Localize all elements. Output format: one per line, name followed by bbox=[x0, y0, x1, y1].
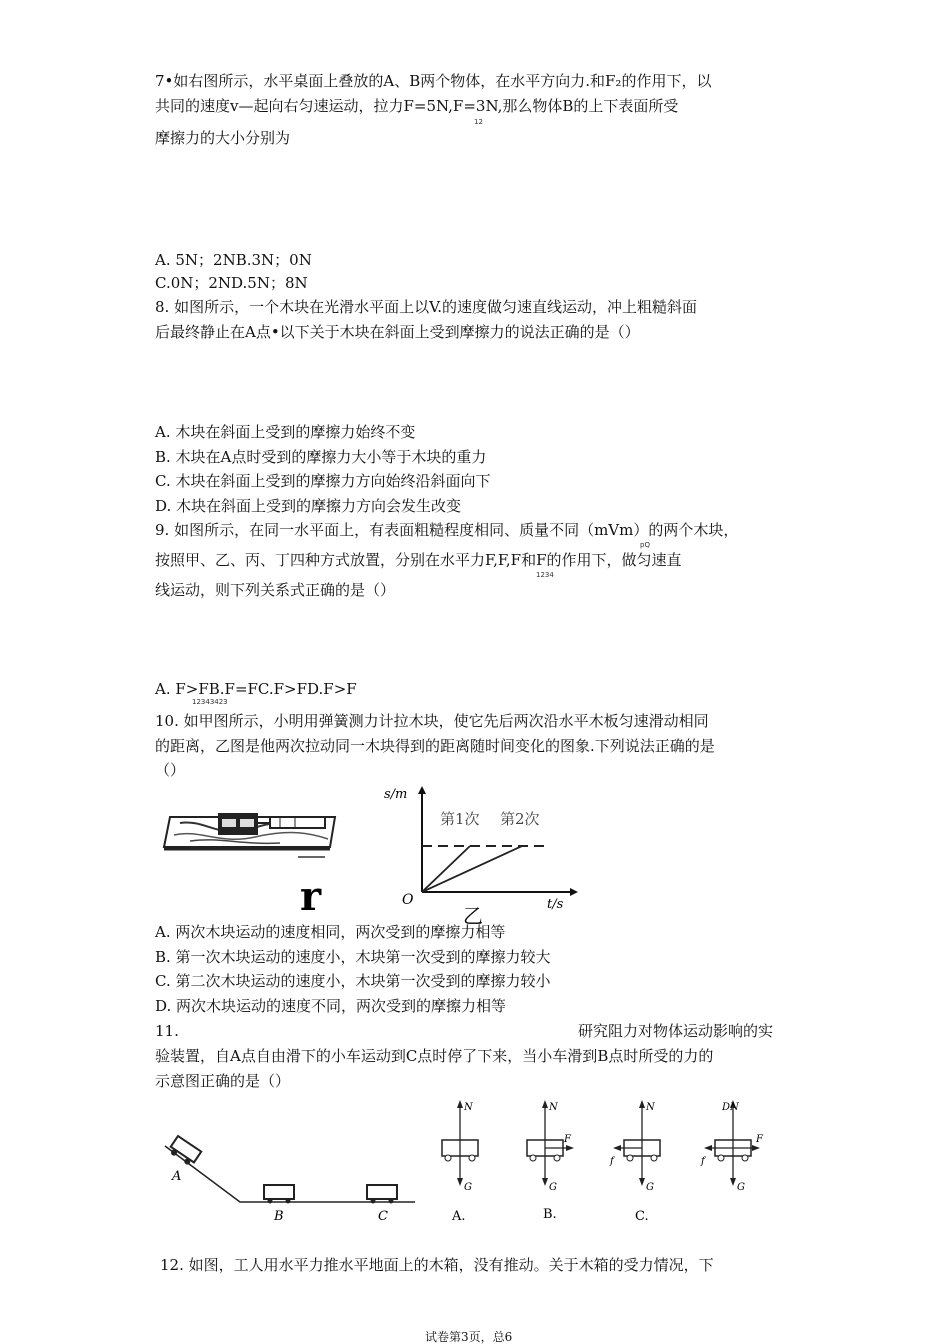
label-g-d: G bbox=[737, 1182, 745, 1193]
label-f-c: f bbox=[610, 1156, 614, 1167]
q8-line2: 后最终静止在A点•以下关于木块在斜面上受到摩擦力的说法正确的是（） bbox=[155, 323, 640, 341]
label-f-b: F bbox=[564, 1134, 571, 1145]
q9-line1: 9. 如图所示，在同一水平面上，有表面粗糙程度相同、质量不同（mVm）的两个木块， bbox=[155, 521, 739, 539]
q10-figure-graph bbox=[370, 780, 580, 925]
caption-a: A. bbox=[452, 1209, 466, 1224]
x-axis-arrow bbox=[570, 888, 578, 896]
point-b-label: B bbox=[274, 1209, 284, 1224]
q7-line2: 共同的速度v—起向右匀速运动，拉力F=5N,F=3N,那么物体B的上下表面所受 bbox=[155, 97, 679, 115]
q11-line1: 研究阻力对物体运动影响的实 bbox=[578, 1022, 774, 1040]
q8-option-a: A. 木块在斜面上受到的摩擦力始终不变 bbox=[155, 423, 416, 441]
q10-option-a: A. 两次木块运动的速度相同，两次受到的摩擦力相等 bbox=[155, 923, 506, 941]
q9-subscript-1234: 1234 bbox=[536, 571, 554, 579]
force-diagram-c bbox=[609, 1100, 660, 1224]
caption-c: C. bbox=[635, 1209, 649, 1224]
q9-line2: 按照甲、乙、丙、丁四种方式放置，分别在水平力F,F,F和F的作用下，做匀速直 bbox=[155, 551, 682, 569]
q11-line3: 示意图正确的是（） bbox=[155, 1072, 291, 1090]
run1-line bbox=[422, 846, 470, 892]
q7-options-ab: A. 5N；2NB.3N；0N bbox=[155, 251, 312, 269]
q9-line3: 线运动，则下列关系式正确的是（） bbox=[155, 581, 396, 599]
cart-at-b bbox=[264, 1185, 294, 1204]
label-n-c: N bbox=[646, 1102, 655, 1113]
label-f-d: F bbox=[756, 1134, 763, 1145]
q7-subscript: 12 bbox=[474, 118, 483, 126]
q10-option-b: B. 第一次木块运动的速度小，木块第一次受到的摩擦力较大 bbox=[155, 948, 551, 966]
run2-line bbox=[422, 846, 522, 892]
wood-block bbox=[218, 813, 258, 835]
q7-options-cd: C.0N；2ND.5N；8N bbox=[155, 274, 308, 292]
q11-number: 11. bbox=[155, 1022, 179, 1040]
label-n-a: N bbox=[464, 1102, 473, 1113]
q10-option-c: C. 第二次木块运动的速度小，木块第一次受到的摩擦力较小 bbox=[155, 972, 551, 990]
label-n-b: N bbox=[549, 1102, 558, 1113]
q8-option-b: B. 木块在A点时受到的摩擦力大小等于木块的重力 bbox=[155, 448, 487, 466]
q9-option-a: A. F>FB.F=FC.F>FD.F>F bbox=[155, 680, 357, 698]
label-g-b: G bbox=[549, 1182, 557, 1193]
q11-line2: 验装置，自A点自由滑下的小车运动到C点时停了下来，当小车滑到B点时所受的力的 bbox=[155, 1047, 714, 1065]
cart-at-c bbox=[367, 1185, 397, 1204]
run1-label: 第1次 bbox=[440, 810, 480, 828]
q11-figure-force-options bbox=[430, 1096, 790, 1228]
q10-line3: （） bbox=[155, 761, 186, 779]
label-g-c: G bbox=[646, 1182, 654, 1193]
force-diagram-b bbox=[527, 1100, 574, 1222]
q10-line1: 10. 如甲图所示，小明用弹簧测力计拉木块，使它先后两次沿水平木板匀速滑动相同 bbox=[155, 712, 709, 730]
graph-ylabel: s/m bbox=[384, 787, 408, 802]
graph-origin: O bbox=[402, 892, 414, 908]
q10-fig-mark: r bbox=[300, 873, 322, 920]
run2-label: 第2次 bbox=[500, 810, 540, 828]
q9-subscript-pq: pQ bbox=[640, 541, 650, 549]
q12-line1: 12. 如图，工人用水平力推水平地面上的木箱，没有推动。关于木箱的受力情况，下 bbox=[160, 1256, 714, 1274]
page-footer: 试卷第3页，总6 bbox=[425, 1330, 513, 1344]
cart-at-a bbox=[167, 1136, 201, 1167]
point-c-label: C bbox=[378, 1209, 388, 1224]
force-diagram-a bbox=[442, 1100, 478, 1224]
q10-line2: 的距离，乙图是他两次拉动同一木块得到的距离随时间变化的图象.下列说法正确的是 bbox=[155, 737, 715, 755]
q8-option-d: D. 木块在斜面上受到的摩擦力方向会发生改变 bbox=[155, 497, 462, 515]
q11-figure-ramp bbox=[160, 1130, 420, 1230]
q7-line3: 摩擦力的大小分别为 bbox=[155, 129, 291, 147]
graph-caption: 乙 bbox=[463, 904, 483, 925]
label-dn-d: DN bbox=[722, 1102, 739, 1113]
force-diagram-d bbox=[700, 1100, 764, 1193]
label-g-a: G bbox=[464, 1182, 472, 1193]
y-axis-arrow bbox=[418, 786, 426, 794]
label-f-small-d: f bbox=[701, 1156, 705, 1167]
caption-b: B. bbox=[543, 1207, 557, 1222]
graph-xlabel: t/s bbox=[547, 897, 564, 912]
q10-figure-spring-scale bbox=[160, 805, 350, 920]
q10-option-d: D. 两次木块运动的速度不同，两次受到的摩擦力相等 bbox=[155, 997, 507, 1015]
q9-option-subscript: 12343423 bbox=[192, 698, 228, 706]
q8-option-c: C. 木块在斜面上受到的摩擦力方向始终沿斜面向下 bbox=[155, 472, 491, 490]
point-a-label: A bbox=[172, 1169, 182, 1184]
q7-line1: 7•如右图所示，水平桌面上叠放的A、B两个物体，在水平方向力.和F₂的作用下，以 bbox=[155, 72, 712, 90]
q8-line1: 8. 如图所示，一个木块在光滑水平面上以V.的速度做匀速直线运动，冲上粗糙斜面 bbox=[155, 298, 698, 316]
